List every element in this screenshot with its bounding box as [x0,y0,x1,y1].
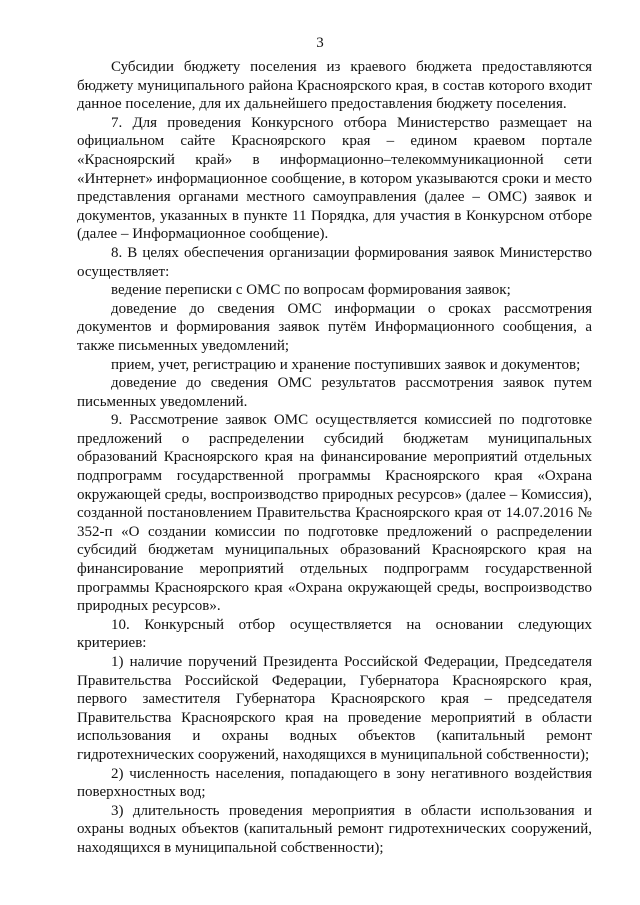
paragraph-10: 10. Конкурсный отбор осуществляется на основании следующих критериев: [77,616,592,652]
paragraph-subsidies: Субсидии бюджету поселения из краевого бюджета предоставляются бюджету муниципального района Красноярского края, в состав которого входит данное поселение, для их дальнейшего предоставления бюджету поселения. [77,59,592,113]
paragraph-8-item-results: доведение до сведения ОМС результатов рассмотрения заявок путем письменных уведомлений. [77,375,592,410]
criterion-1: 1) наличие поручений Президента Российской Федерации, Председателя Правительства Российской Федерации, Губернатора Красноярского края, первого заместителя Губернатора Красноярского края – председателя Правительства Красноярского края на проведение мероприятий в области использования и охраны водных объектов (капитальный ремонт гидротехнических сооружений, находящихся в муниципальной собственности); [77,654,592,763]
paragraph-7: 7. Для проведения Конкурсного отбора Министерство размещает на официальном сайте Красноярского края – едином краевом портале «Красноярский край» в информационно–телекоммуникационной сети «Интернет» информационное сообщение, в котором указываются сроки и место представления органами местного самоуправления (далее – ОМС) заявок и документов, указанных в пункте 11 Порядка, для участия в Конкурсном отборе (далее – Информационное сообщение). [77,114,592,243]
paragraph-8-item-registration: прием, учет, регистрацию и хранение поступивших заявок и документов; [111,356,581,373]
paragraph-9: 9. Рассмотрение заявок ОМС осуществляется комиссией по подготовке предложений о распределении субсидий бюджетам муниципальных образований Красноярского края на финансирование мероприятий отдельных подпрограмм государственной программы Красноярского края «Охрана окружающей среды, воспроизводство природных ресурсов» (далее – Комиссия), созданной постановлением Правительства Красноярского края от 14.07.2016 № 352-п «О создании комиссии по подготовке предложений о распределении субсидий бюджетам муниципальных образований Красноярского края на финансирование мероприятий отдельных подпрограмм государственной программы Красноярского края «Охрана окружающей среды, воспроизводство природных ресурсов». [77,412,592,615]
criterion-3: 3) длительность проведения мероприятия в области использования и охраны водных объектов (капитальный ремонт гидротехнических сооружений, находящихся в муниципальной собственности); [77,802,592,856]
page-number: 3 [316,35,324,51]
paragraph-8-item-informing: доведение до сведения ОМС информации о сроках рассмотрения документов и формирования заявок путём Информационного сообщения, а также письменных уведомлений; [77,300,592,354]
document-body [77,58,592,858]
criterion-2: 2) численность населения, попадающего в зону негативного воздействия поверхностных вод; [77,765,592,801]
paragraph-8-item-correspondence: ведение переписки с ОМС по вопросам формирования заявок; [111,282,511,299]
paragraph-8: 8. В целях обеспечения организации формирования заявок Министерство осуществляет: [77,244,592,280]
